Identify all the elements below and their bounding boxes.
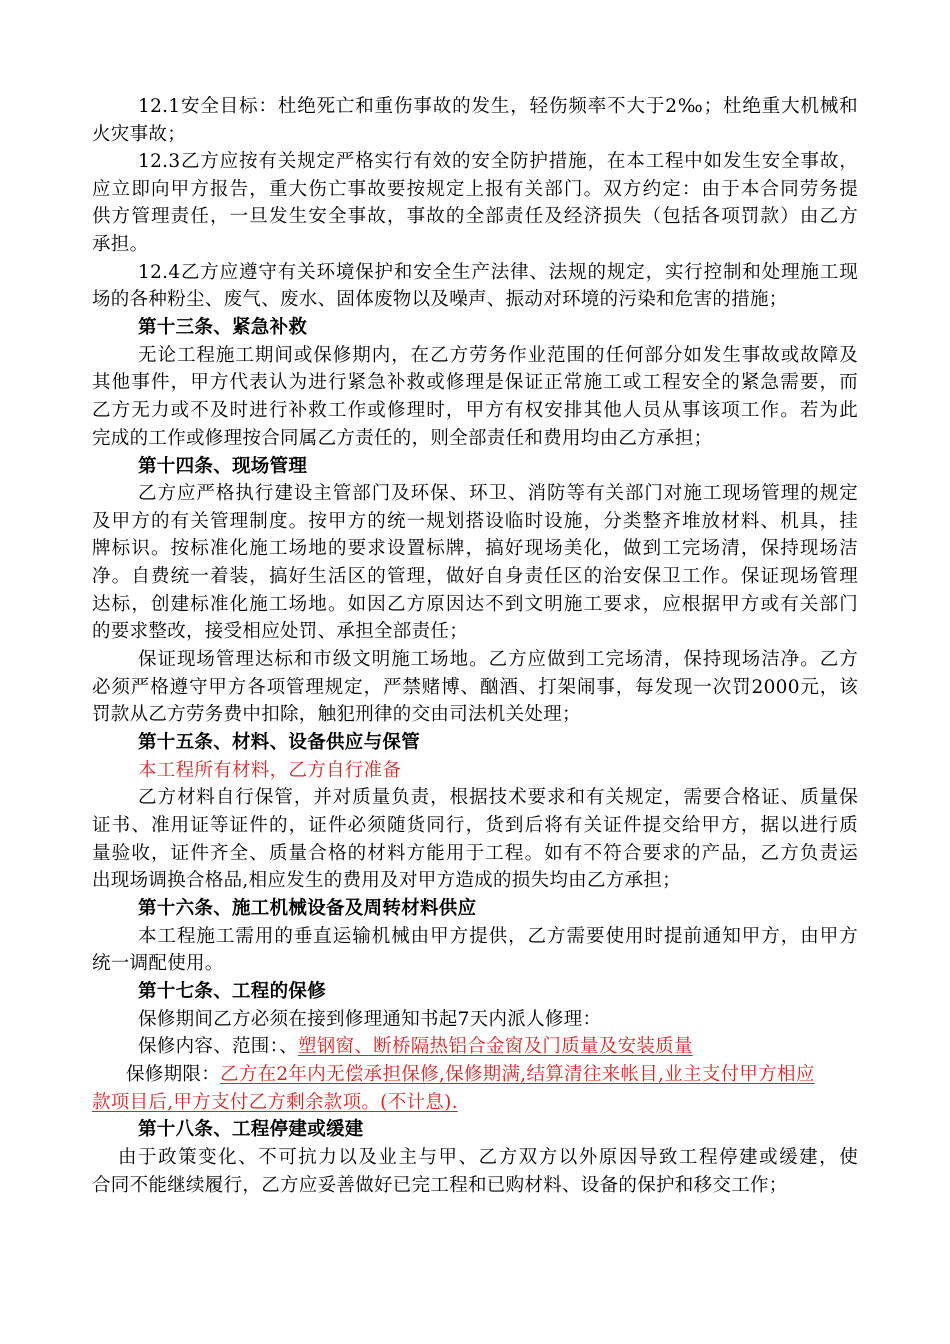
para-12-1-line-2: 火灾事故；	[92, 124, 187, 145]
article-14-line-6: 的要求整改，接受相应处罚、承担全部责任；	[92, 621, 469, 642]
heading-article-15: 第十五条、材料、设备供应与保管	[138, 732, 421, 753]
article-14-line-5: 达标，创建标准化施工场地。如因乙方原因达不到文明施工要求，应根据甲方或有关部门	[92, 594, 858, 615]
article-17-line-1: 保修期间乙方必须在接到修理通知书起7天内派人修理：	[138, 1009, 602, 1030]
article-14-para2-line-2: 必须严格遵守甲方各项管理规定，严禁赌博、酗酒、打架闹事，每发现一次罚2000元，该	[92, 677, 858, 698]
article-13-line-4: 完成的工作或修理按合同属乙方责任的，则全部责任和费用均由乙方承担；	[92, 428, 713, 449]
para-12-4-line-2: 场的各种粉尘、废气、废水、固体废物以及噪声、振动对环境的污染和危害的措施；	[92, 289, 788, 310]
para-12-3-line-2: 应立即向甲方报告，重大伤亡事故要按规定上报有关部门。双方约定：由于本合同劳务提	[92, 179, 858, 200]
para-12-3-line-4: 承担。	[92, 234, 149, 255]
heading-article-13: 第十三条、紧急补救	[138, 317, 308, 338]
article-14-line-3: 牌标识。按标准化施工场地的要求设置标牌，搞好现场美化，做到工完场清，保持现场洁	[92, 538, 858, 559]
para-12-1-line-1: 12.1安全目标：杜绝死亡和重伤事故的发生，轻伤频率不大于2‰；杜绝重大机械和	[138, 96, 858, 117]
article-15-line-3: 量验收，证件齐全、质量合格的材料方能用于工程。如有不符合要求的产品，乙方负责运	[92, 843, 858, 864]
article-14-para2-line-1: 保证现场管理达标和市级文明施工场地。乙方应做到工完场清，保持现场洁净。乙方	[138, 649, 858, 670]
warranty-scope-row	[138, 1035, 693, 1059]
heading-article-17: 第十七条、工程的保修	[138, 981, 327, 1002]
article-18-line-1: 由于政策变化、不可抗力以及业主与甲、乙方双方以外原因导致工程停建或缓建，使	[118, 1147, 858, 1168]
article-13-line-2: 其他事件，甲方代表认为进行紧急补救或修理是保证正常施工或工程安全的紧急需要，而	[92, 372, 858, 393]
article-16-line-1: 本工程施工需用的垂直运输机械由甲方提供，乙方需要使用时提前通知甲方，由甲方	[138, 926, 858, 947]
heading-article-18: 第十八条、工程停建或缓建	[138, 1119, 364, 1140]
article-15-materials-note: 本工程所有材料，乙方自行准备	[138, 760, 402, 781]
para-12-4-line-1: 12.4乙方应遵守有关环境保护和安全生产法律、法规的规定，实行控制和处理施工现	[138, 262, 858, 283]
article-18-line-2: 合同不能继续履行，乙方应妥善做好已完工程和已购材料、设备的保护和移交工作；	[92, 1175, 788, 1196]
warranty-period-row	[126, 1063, 815, 1087]
article-14-para2-line-3: 罚款从乙方劳务费中扣除，触犯刑律的交由司法机关处理；	[92, 704, 581, 725]
article-13-line-1: 无论工程施工期间或保修期内，在乙方劳务作业范围的任何部分如发生事故或故障及	[138, 345, 858, 366]
article-15-line-1: 乙方材料自行保管，并对质量负责，根据技术要求和有关规定，需要合格证、质量保	[138, 787, 858, 808]
warranty-period-label: 保修期限：	[126, 1064, 221, 1085]
heading-article-16: 第十六条、施工机械设备及周转材料供应	[138, 898, 477, 919]
para-12-3-line-3: 供方管理责任，一旦发生安全事故，事故的全部责任及经济损失（包括各项罚款）由乙方	[92, 206, 858, 227]
warranty-scope-label: 保修内容、范围：、	[138, 1036, 298, 1057]
warranty-period-value-cont: 款项目后,甲方支付乙方剩余款项。(不计息).	[92, 1092, 458, 1113]
article-14-line-1: 乙方应严格执行建设主管部门及环保、环卫、消防等有关部门对施工现场管理的规定	[138, 483, 858, 504]
article-13-line-3: 乙方无力或不及时进行补救工作或修理时，甲方有权安排其他人员从事该项工作。若为此	[92, 400, 858, 421]
article-14-line-4: 净。自费统一着装，搞好生活区的管理，做好自身责任区的治安保卫工作。保证现场管理	[92, 566, 858, 587]
article-16-line-2: 统一调配使用。	[92, 953, 224, 974]
article-14-line-2: 及甲方的有关管理制度。按甲方的统一规划搭设临时设施，分类整齐堆放材料、机具，挂	[92, 511, 858, 532]
heading-article-14: 第十四条、现场管理	[138, 456, 308, 477]
warranty-scope-value: 塑钢窗、断桥隔热铝合金窗及门质量及安装质量	[297, 1036, 693, 1057]
article-15-line-4: 出现场调换合格品,相应发生的费用及对甲方造成的损失均由乙方承担；	[92, 870, 681, 891]
article-15-line-2: 证书、准用证等证件的，证件必须随货同行，货到后将有关证件提交给甲方，据以进行质	[92, 815, 858, 836]
para-12-3-line-1: 12.3乙方应按有关规定严格实行有效的安全防护措施，在本工程中如发生安全事故，	[138, 151, 858, 172]
warranty-period-value: 乙方在2年内无偿承担保修,保修期满,结算清往来帐目,业主支付甲方相应	[220, 1064, 815, 1085]
